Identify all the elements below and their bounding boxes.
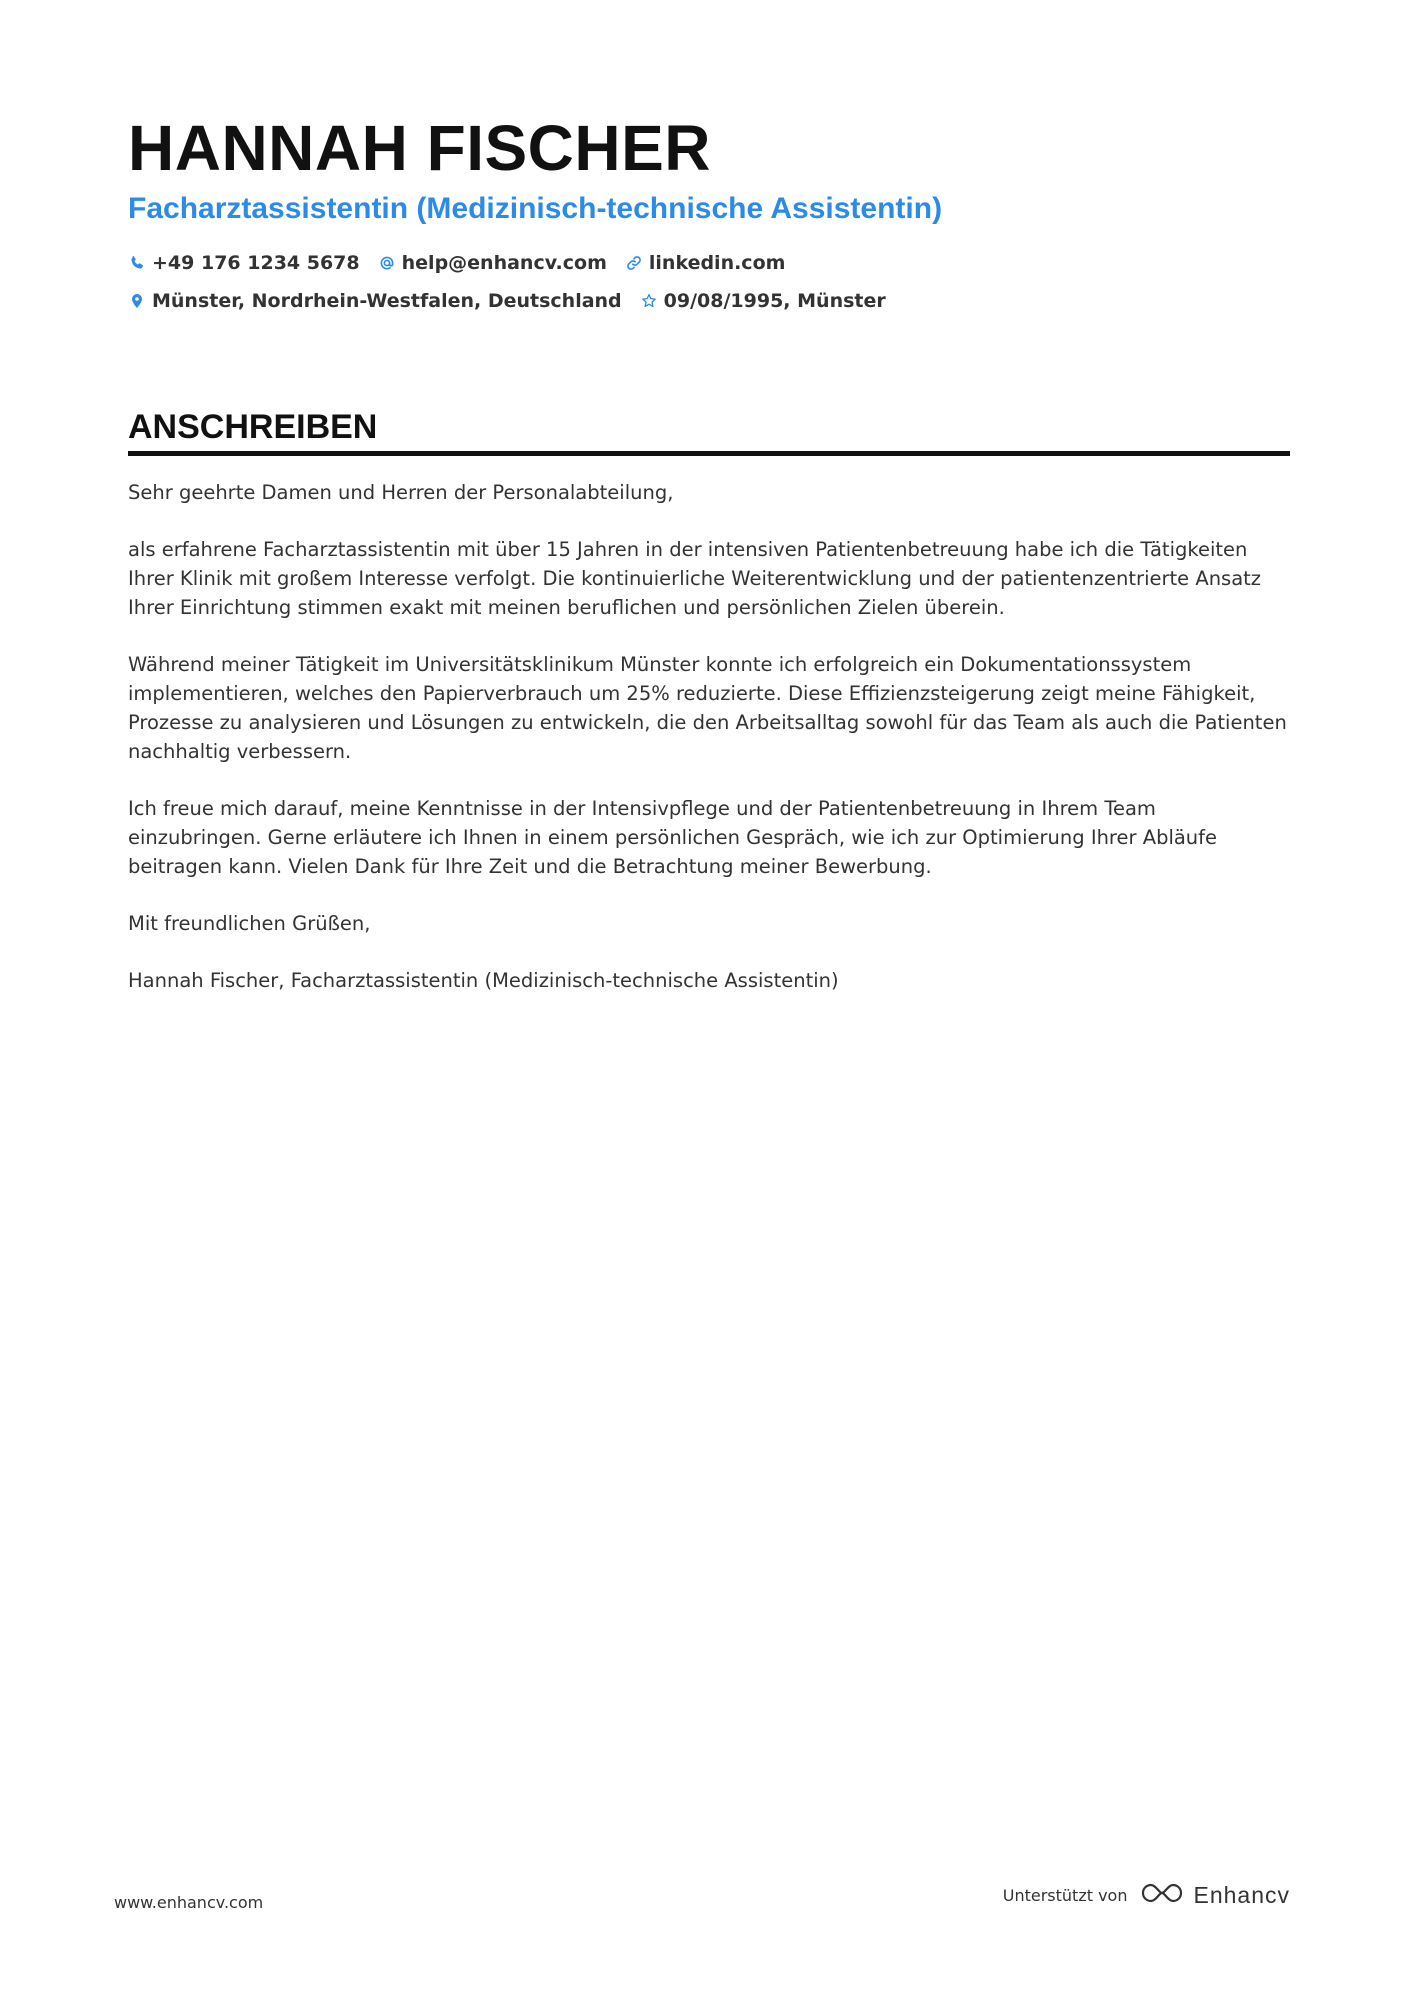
salutation: Sehr geehrte Damen und Herren der Personalabteilung, [128,481,674,504]
footer-website[interactable]: www.enhancv.com [114,1893,264,1912]
location-pin-icon [128,292,146,310]
contact-info [128,248,1288,316]
closing: Mit freundlichen Grüßen, [128,912,371,935]
header [128,108,1288,316]
section-divider [128,451,1290,456]
contact-email[interactable] [378,248,607,278]
enhancv-brand[interactable] [1139,1880,1290,1910]
star-icon [640,292,658,310]
powered-by-text: Unterstützt von [1002,1885,1128,1905]
footer-branding [1003,1880,1290,1910]
cover-letter-section [128,405,1290,1023]
email-address: help@enhancv.com [401,252,607,274]
contact-location [128,286,622,316]
letter-paragraph: Während meiner Tätigkeit im Universitätsklinikum Münster konnte ich erfolgreich ein Dokumentationssystem implementieren, welches den Papierverbrauch um 25% reduzierte. Diese Effizienzsteigerung zeigt meine Fähigkeit, Prozesse zu analysieren und Lösungen zu entwickeln, die den Arbeitsalltag sowohl für das Team als auch die Patienten nachhaltig verbessern. [128,653,1287,763]
letter-body [128,478,1290,995]
location-text: Münster, Nordrhein-Westfalen, Deutschland [152,290,622,312]
linkedin-link: linkedin.com [648,252,786,274]
candidate-name: HANNAH FISCHER [128,112,711,184]
signature-line: Hannah Fischer, Facharztassistentin (Medizinisch-technische Assistentin) [128,969,839,992]
job-title: Facharztassistentin (Medizinisch-technische Assistentin) [128,192,943,225]
letter-paragraph: Ich freue mich darauf, meine Kenntnisse in der Intensivpflege und der Patientenbetreuung in Ihrem Team einzubringen. Gerne erläutere ich Ihnen in einem persönlichen Gespräch, wie ich zur Optimierung Ihrer Abläufe beitragen kann. Vielen Dank für Ihre Zeit und die Betrachtung meiner Bewerbung. [128,797,1218,878]
contact-linkedin[interactable] [625,248,786,278]
birth-date-place: 09/08/1995, Münster [663,290,886,312]
section-title: ANSCHREIBEN [128,408,378,446]
phone-number: +49 176 1234 5678 [152,252,360,274]
contact-phone [128,248,360,278]
link-icon [625,254,643,272]
contact-birth [640,286,886,316]
enhancv-logo-icon [1139,1880,1185,1910]
brand-name: Enhancv [1193,1881,1290,1908]
at-icon [378,254,396,272]
phone-icon [128,254,146,272]
letter-paragraph: als erfahrene Facharztassistentin mit über 15 Jahren in der intensiven Patientenbetreuung habe ich die Tätigkeiten Ihrer Klinik mit großem Interesse verfolgt. Die kontinuierliche Weiterentwicklung und der patientenzentrierte Ansatz Ihrer Einrichtung stimmen exakt mit meinen beruflichen und persönlichen Zielen überein. [128,538,1262,619]
